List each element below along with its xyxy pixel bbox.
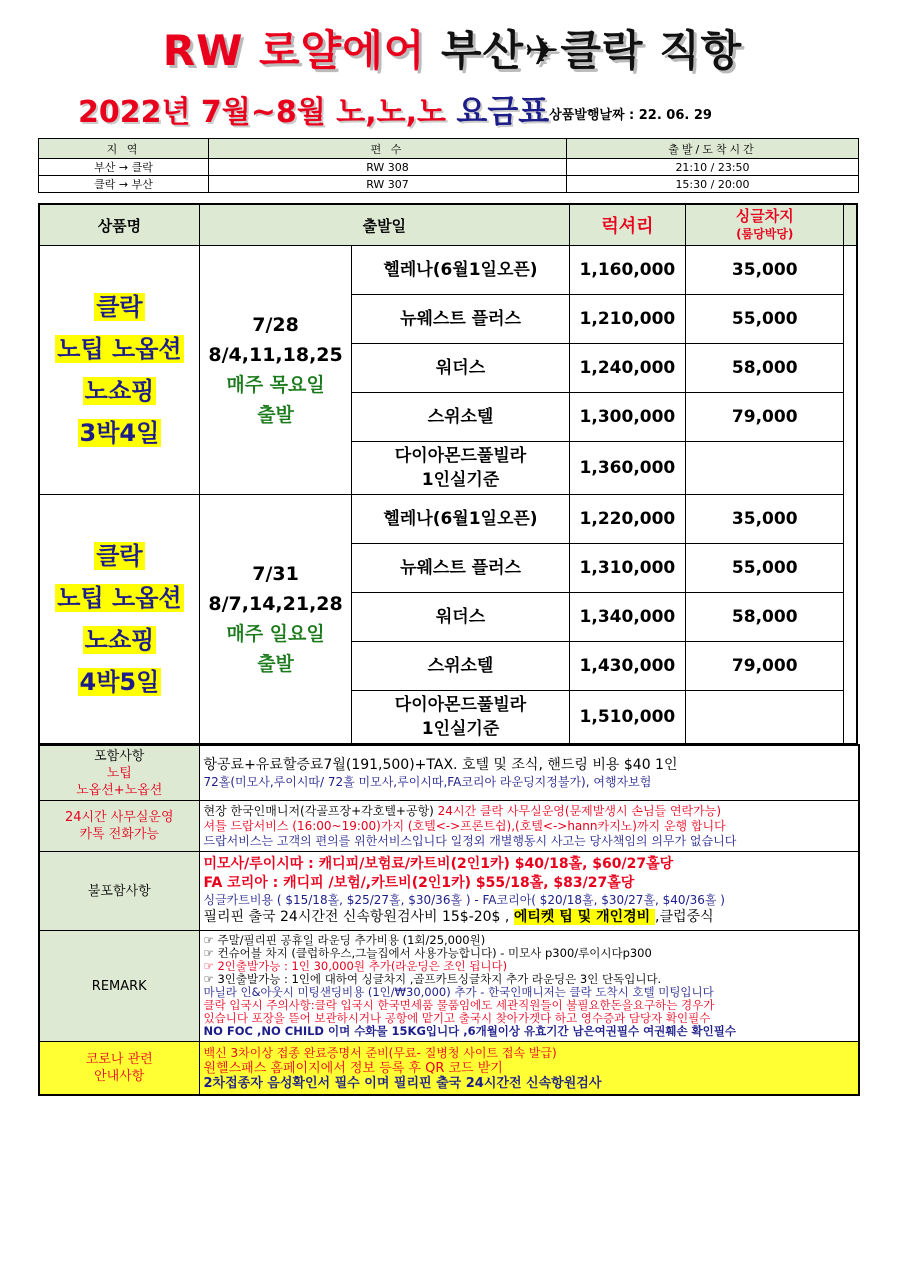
office-line: 24시간 클락 사무실운영(문제발생시 손님들 연락가능) [437,803,721,818]
weekday-line: 출발 [257,404,294,426]
page-subtitle [78,86,878,132]
included-note: 노팁 [106,765,132,781]
included-label [39,745,199,801]
spacer-header [844,204,857,246]
departure-dates-cell [199,246,351,495]
product-line: 3박4일 [79,419,160,447]
covid-line: 백신 3차이상 접종 완료증명서 준비(무료- 질병청 사이트 접속 발급) [203,1045,557,1060]
excluded-label: 불포함사항 [39,852,199,931]
flight-no-cell: RW 308 [209,159,567,176]
luxury-price-cell: 1,160,000 [569,246,685,295]
luxury-price-cell: 1,310,000 [569,544,685,593]
hotel-cell: 뉴웨스트 플러스 [352,295,570,344]
excluded-line: ,클럽중식 [655,909,714,925]
page-title [0,18,905,78]
remark-line: ☞ 주말/필리핀 공휴일 라운딩 추가비용 (1회/25,000원) [203,933,486,947]
hotel-cell: 헬레나(6월1일오픈) [352,246,570,295]
included-note: 노옵션+노옵션 [76,782,163,798]
remark-line: ☞ 3인출발가능 : 1인에 대하여 싱글차지 ,골프카트싱글차지 추가 라운딩은 3인 단독입니다. [203,972,662,986]
single-charge-label: 싱글차지 [735,207,794,225]
single-charge-cell: 58,000 [686,593,844,642]
product-cell [39,495,199,745]
product-line: 노팁 노옵션 [57,335,182,363]
luxury-price-cell: 1,360,000 [569,442,685,495]
covid-row [39,1042,859,1096]
brand-title: RW 로얄에어 [162,26,426,75]
flight-no-cell: RW 307 [209,176,567,193]
spacer-cell [844,246,857,745]
single-charge-cell: 35,000 [686,246,844,295]
single-charge-cell [686,691,844,745]
product-line: 노팁 노옵션 [57,584,182,612]
weekday-line: 매주 목요일 [226,374,325,396]
single-charge-header [686,204,844,246]
remark-line: 마닐라 인&아웃시 미팅샌딩비용 (1인/₩30,000) 추가 - 한국인매니저는 클락 도착시 호텔 미팅입니다 [203,985,714,999]
excluded-line: 필리핀 출국 24시간전 신속항원검사비 15$-20$ , [203,909,514,925]
luxury-price-cell: 1,210,000 [569,295,685,344]
price-row [39,246,857,295]
region-cell: 부산 → 클락 [39,159,209,176]
date-line: 8/7,14,21,28 [208,593,343,615]
excluded-row [39,852,859,931]
flight-header-row [39,139,859,159]
hotel-name: 다이아몬드풀빌라 [394,446,527,466]
covid-title: 코로나 관련 [85,1052,153,1067]
flight-row [39,176,859,193]
hotel-note: 1인실기준 [421,470,500,490]
luxury-price-cell: 1,300,000 [569,393,685,442]
date-line: 8/4,11,18,25 [208,344,343,366]
remark-line: NO FOC ,NO CHILD 이며 수화물 15KG입니다 ,6개월이상 유효기간 남은여권필수 여권훼손 확인필수 [203,1024,736,1038]
product-header: 상품명 [39,204,199,246]
remark-line: 있습니다 포장을 뜯어 보관하시거나 공항에 맡기고 출국시 찾아가겟다 하고 영수증과 담당자 확인필수 [203,1011,711,1025]
price-row [39,495,857,544]
product-line: 클락 [96,542,143,570]
hotel-name: 다이아몬드풀빌라 [394,695,527,715]
product-cell [39,246,199,495]
included-line: 72홀(미모사,루이시따/ 72홀 미모사,루이시따,FA코리아 라운딩지정불가), 여행자보험 [203,775,652,789]
hotel-cell: 스위소텔 [352,393,570,442]
price-table [38,203,858,745]
excluded-line: 미모사/루이시따 : 캐디피/보험료/카트비(2인1카) $40/18홀, $60/27홀당 [203,856,674,872]
product-line: 노쇼핑 [84,377,155,405]
flight-row [39,159,859,176]
office-title: 카톡 전화가능 [79,827,159,842]
excluded-line: FA 코리아 : 캐디피 /보험/,카트비(2인1카) $55/18홀, $83/27홀당 [203,875,635,891]
covid-content [199,1042,859,1096]
luxury-price-cell: 1,340,000 [569,593,685,642]
region-cell: 클락 → 부산 [39,176,209,193]
departure-header: 출발일 [199,204,569,246]
hotel-cell: 워더스 [352,593,570,642]
date-line: 7/31 [252,563,299,585]
included-title: 포함사항 [94,748,145,764]
single-charge-cell: 58,000 [686,344,844,393]
hotel-cell [352,691,570,745]
date-line: 7/28 [252,314,299,336]
departure-dates-cell [199,495,351,745]
covid-line: 원헬스패스 홈페이지에서 정보 등록 후 QR 코드 받기 [203,1060,503,1076]
hotel-cell: 스위소텔 [352,642,570,691]
product-line: 클락 [96,293,143,321]
office-line: 현장 한국인매니저(각골프장+각호텔+공항) [203,803,438,818]
flight-schedule-table [38,138,859,193]
region-header: 지 역 [39,139,209,159]
time-cell: 21:10 / 23:50 [567,159,859,176]
single-charge-cell: 55,000 [686,295,844,344]
hotel-cell [352,442,570,495]
single-charge-cell [686,442,844,495]
remark-line: ☞ 컨슈어블 차지 (클럽하우스,그늘집에서 사용가능합니다) - 미모사 p300/루이시다p300 [203,946,652,960]
fare-label: 요금표 [456,92,550,130]
office-line: 셔틀 드랍서비스 (16:00~19:00)가지 (호텔<->프론트쉽),(호텔<->hann카지노)까지 운행 합니다 [203,818,726,833]
covid-title: 안내사항 [94,1069,145,1084]
single-charge-cell: 55,000 [686,544,844,593]
covid-label [39,1042,199,1096]
luxury-header: 럭셔리 [569,204,685,246]
remark-line: ☞ 2인출발가능 : 1인 30,000원 추가(라운딩은 조인 됩니다) [203,959,508,973]
office-label [39,801,199,852]
excluded-highlight: 에티켓 팁 및 개인경비 [513,909,656,925]
price-header-row [39,204,857,246]
route-title: 부산✈클락 직항 [440,26,743,75]
product-line: 4박5일 [79,668,160,696]
hotel-cell: 헬레나(6월1일오픈) [352,495,570,544]
covid-line: 2차접종자 음성확인서 필수 이며 필리핀 출국 24시간전 신속항원검사 [203,1075,602,1091]
luxury-price-cell: 1,240,000 [569,344,685,393]
office-row [39,801,859,852]
hotel-note: 1인실기준 [421,719,500,739]
flight-no-header: 편 수 [209,139,567,159]
remark-line: 클락 입국시 주의사항:클락 입국시 한국면세품 물품임에도 세관직원들이 불필요한돈을요구하는 경우가 [203,998,715,1012]
excluded-line: 싱글카트비용 ( $15/18홀, $25/27홀, $30/36홀 ) - FA코리아( $20/18홀, $30/27홀, $40/36홀 ) [203,893,725,907]
included-content [199,745,859,801]
luxury-price-cell: 1,430,000 [569,642,685,691]
remark-label: REMARK [39,931,199,1042]
excluded-content [199,852,859,931]
hotel-cell: 뉴웨스트 플러스 [352,544,570,593]
single-charge-cell: 35,000 [686,495,844,544]
season-text: 2022년 7월~8월 노,노,노 [78,95,446,130]
remark-content [199,931,859,1042]
office-title: 24시간 사무실운영 [64,810,174,825]
hotel-cell: 워더스 [352,344,570,393]
single-charge-note: (룸당박당) [736,227,794,241]
office-line: 드랍서비스는 고객의 편의를 위한서비스입니다 일정외 개별행동시 사고는 당사책임의 의무가 없습니다 [203,833,737,848]
remark-row [39,931,859,1042]
weekday-line: 출발 [257,653,294,675]
luxury-price-cell: 1,220,000 [569,495,685,544]
office-content [199,801,859,852]
weekday-line: 매주 일요일 [226,623,325,645]
luxury-price-cell: 1,510,000 [569,691,685,745]
time-cell: 15:30 / 20:00 [567,176,859,193]
included-line: 항공료+유료할증료7월(191,500)+TAX. 호텔 및 조식, 핸드링 비용 $40 1인 [203,757,678,773]
info-table [38,744,860,1096]
single-charge-cell: 79,000 [686,393,844,442]
included-row [39,745,859,801]
issue-date: 상품발행날짜 : 22. 06. 29 [549,108,712,123]
product-line: 노쇼핑 [84,626,155,654]
time-header: 출발/도착시간 [567,139,859,159]
single-charge-cell: 79,000 [686,642,844,691]
